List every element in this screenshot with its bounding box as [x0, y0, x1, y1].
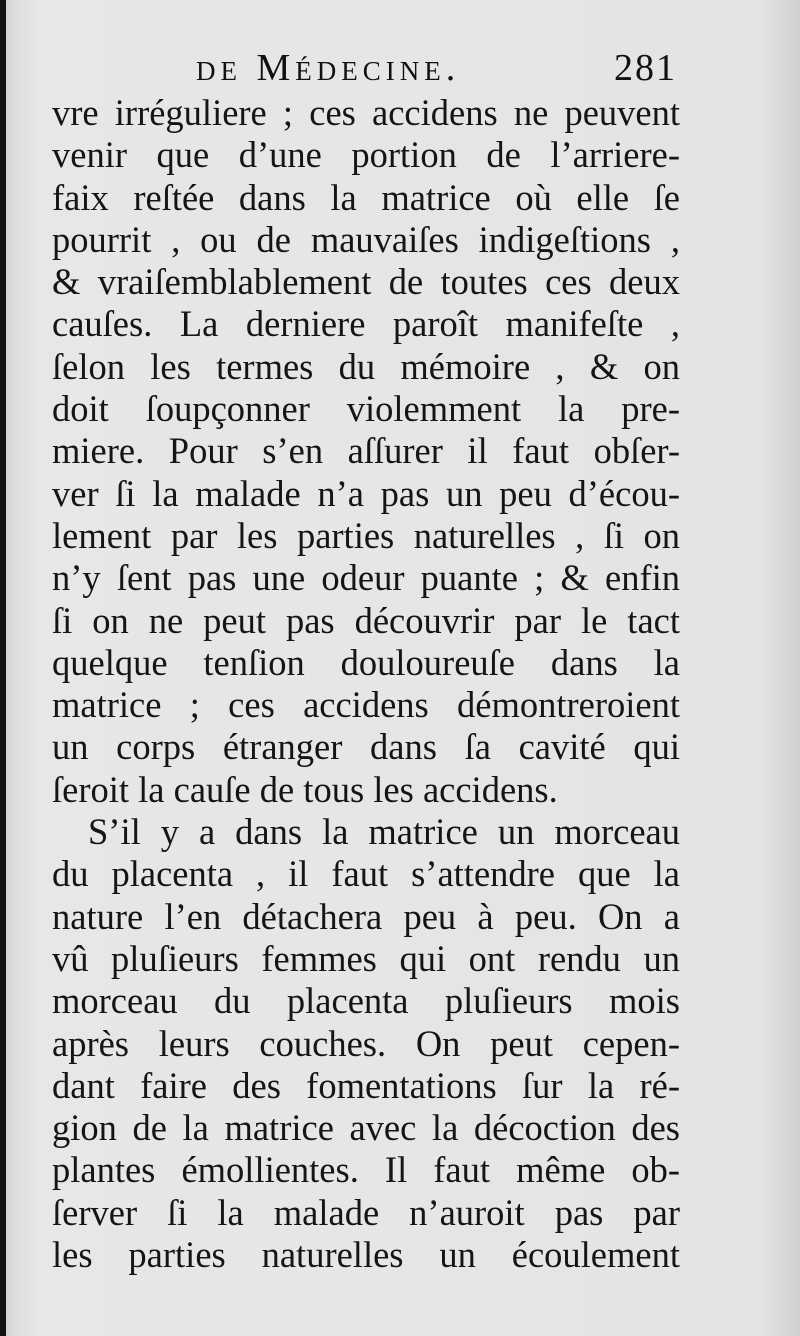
text-line: dant faire des fomentations ſur la ré-: [52, 1064, 680, 1106]
text-line: les parties naturelles un écoulement: [52, 1234, 680, 1276]
text-line: ver ſi la malade n’a pas un peu d’écou-: [52, 472, 680, 514]
text-line: faix reſtée dans la matrice où elle ſe: [52, 176, 680, 218]
text-line: gion de la matrice avec la décoction des: [52, 1107, 680, 1149]
text-line: cauſes. La derniere paroît manifeſte ,: [52, 303, 680, 345]
text-line: vû pluſieurs femmes qui ont rendu un: [52, 937, 680, 979]
text-line: ſeroit la cauſe de tous les accidens.: [52, 768, 558, 810]
text-line: doit ſoupçonner violemment la pre-: [52, 388, 680, 430]
text-line: S’il y a dans la matrice un morceau: [88, 811, 680, 853]
text-line: lement par les parties naturelles , ſi on: [52, 514, 680, 556]
paragraph-2: [52, 811, 680, 1276]
text-line: ſerver ſi la malade n’auroit pas par: [52, 1191, 680, 1233]
text-line: matrice ; ces accidens démontreroient: [52, 684, 680, 726]
text-line: n’y ſent pas une odeur puante ; & enfin: [52, 557, 680, 599]
running-head: [0, 40, 800, 90]
text-line: ſi on ne peut pas découvrir par le tact: [52, 599, 680, 641]
running-title: de Médecine.: [196, 47, 461, 89]
text-line: vre irréguliere ; ces accidens ne peuvent: [52, 92, 680, 133]
text-line: quelque tenſion douloureuſe dans la: [52, 641, 680, 683]
text-line: morceau du placenta pluſieurs mois: [52, 980, 680, 1022]
text-line: & vraiſemblablement de toutes ces deux: [52, 261, 680, 303]
text-line: un corps étranger dans ſa cavité qui: [52, 726, 680, 768]
paragraph-1: [52, 92, 680, 811]
text-line: miere. Pour s’en aſſurer il faut obſer-: [52, 430, 680, 472]
text-line: après leurs couches. On peut cepen-: [52, 1022, 680, 1064]
text-line: nature l’en détachera peu à peu. On a: [52, 895, 680, 937]
text-line: ſelon les termes du mémoire , & on: [52, 345, 680, 387]
text-line: du placenta , il faut s’attendre que la: [52, 853, 680, 895]
page-number: 281: [614, 47, 677, 89]
body-text: [52, 92, 680, 1276]
text-line: venir que d’une portion de l’arriere-: [52, 134, 680, 176]
text-line: plantes émollientes. Il faut même ob-: [52, 1149, 680, 1191]
page-edge-shadow: [0, 0, 6, 1336]
text-line: pourrit , ou de mauvaiſes indigeſtions ,: [52, 218, 680, 260]
